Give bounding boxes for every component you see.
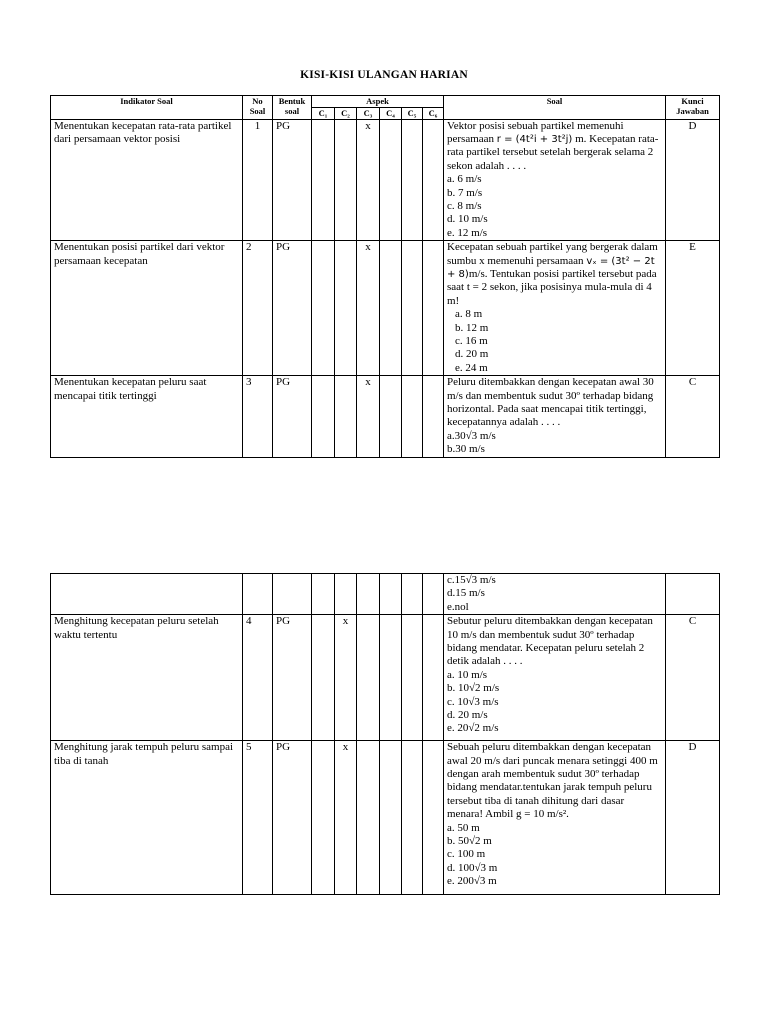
c3-cell: x [357, 119, 380, 241]
no-soal-cell: 5 [243, 741, 273, 895]
option-d: d. 100√3 m [447, 861, 498, 874]
indikator-cell: Menghitung jarak tempuh peluru sampai tiba di tanah [51, 741, 243, 895]
option-b: b. 50√2 m [447, 835, 492, 848]
table-row [51, 376, 720, 458]
indikator-cell: Menghitung kecepatan peluru setelah waktu tertentu [51, 615, 243, 741]
indikator-cell: Menentukan kecepatan peluru saat mencapai titik tertinggi [51, 376, 243, 458]
option-c: c. 10√3 m/s [447, 695, 499, 708]
option-e: e.nol [447, 600, 469, 613]
c5-cell [402, 574, 423, 615]
c3-cell [357, 615, 380, 741]
header-c6: C₆ [423, 107, 444, 119]
option-c: c. 100 m [447, 848, 486, 861]
header-c3: C₃ [357, 107, 380, 119]
c1-cell [312, 574, 335, 615]
soal-cell [444, 119, 666, 241]
header-indikator: Indikator Soal [51, 96, 243, 120]
c4-cell [380, 376, 402, 458]
bentuk-cell [273, 574, 312, 615]
option-b: b. 12 m [455, 321, 489, 334]
option-c: c. 8 m/s [447, 199, 482, 212]
kunci-cell [666, 574, 720, 615]
option-e: e. 200√3 m [447, 875, 497, 888]
c1-cell [312, 241, 335, 376]
kunci-cell: D [666, 119, 720, 241]
c3-cell: x [357, 241, 380, 376]
c5-cell [402, 241, 423, 376]
c2-cell [335, 119, 357, 241]
c1-cell [312, 376, 335, 458]
table-row [51, 574, 720, 615]
c4-cell [380, 615, 402, 741]
option-d: d. 20 m/s [447, 709, 488, 722]
c2-cell: x [335, 615, 357, 741]
c1-cell [312, 119, 335, 241]
bentuk-cell: PG [273, 376, 312, 458]
option-b: b. 10√2 m/s [447, 682, 500, 695]
c6-cell [423, 615, 444, 741]
header-aspek: Aspek [312, 96, 444, 108]
soal-text: Peluru ditembakkan dengan kecepatan awal 30 m/s dan membentuk sudut 30º terhadap bidang horizontal. Pada saat mencapai titik tertinggi, kecepatannya adalah . . . . [447, 376, 654, 429]
no-soal-cell: 4 [243, 615, 273, 741]
kunci-cell: C [666, 376, 720, 458]
soal-text: Kecepatan sebuah partikel yang bergerak dalam sumbu x memenuhi persamaan [447, 241, 658, 267]
option-a: a. 8 m [455, 308, 483, 321]
c1-cell [312, 741, 335, 895]
header-c5: C₅ [402, 107, 423, 119]
c2-cell [335, 376, 357, 458]
soal-equation: r = (4t²i + 3t²j) [496, 133, 573, 145]
header-no-soal: No Soal [243, 96, 273, 120]
kunci-cell: E [666, 241, 720, 376]
soal-cell [444, 615, 666, 741]
c5-cell [402, 741, 423, 895]
c4-cell [380, 241, 402, 376]
no-soal-cell: 1 [243, 119, 273, 241]
c2-cell [335, 241, 357, 376]
indikator-cell: Menentukan kecepatan rata-rata partikel dari persamaan vektor posisi [51, 119, 243, 241]
soal-text: m. Kecepatan rata-rata partikel tersebut setelah bergerak selama 2 sekon adalah . . . . [447, 132, 659, 172]
option-d: d. 20 m [455, 348, 489, 361]
table-row [51, 615, 720, 741]
indikator-cell: Menentukan posisi partikel dari vektor persamaan kecepatan [51, 241, 243, 376]
c5-cell [402, 376, 423, 458]
no-soal-cell: 3 [243, 376, 273, 458]
c2-cell: x [335, 741, 357, 895]
c4-cell [380, 574, 402, 615]
soal-cell [444, 574, 666, 615]
option-e: e. 12 m/s [447, 226, 488, 239]
table-row [51, 119, 720, 241]
c6-cell [423, 574, 444, 615]
bentuk-cell: PG [273, 615, 312, 741]
header-bentuk-soal: Bentuk soal [273, 96, 312, 120]
header-c4: C₄ [380, 107, 402, 119]
header-c2: C₂ [335, 107, 357, 119]
c6-cell [423, 119, 444, 241]
soal-text: Sebutur peluru ditembakkan dengan kecepatan 10 m/s dan membentuk sudut 30º terhadap bidang mendatar. Kecepatan peluru setelah 2 detik adalah . . . . [447, 615, 653, 668]
c6-cell [423, 376, 444, 458]
option-d: d.15 m/s [447, 587, 485, 600]
c3-cell [357, 574, 380, 615]
c1-cell [312, 615, 335, 741]
option-a: a.30√3 m/s [447, 429, 496, 442]
header-kunci: Kunci Jawaban [666, 96, 720, 120]
table-row [51, 741, 720, 895]
kunci-cell: C [666, 615, 720, 741]
c4-cell [380, 741, 402, 895]
soal-text: Vektor posisi sebuah partikel memenuhi persamaan [447, 119, 624, 145]
no-soal-cell: 2 [243, 241, 273, 376]
header-soal: Soal [444, 96, 666, 120]
bentuk-cell: PG [273, 241, 312, 376]
c3-cell [357, 741, 380, 895]
c4-cell [380, 119, 402, 241]
bentuk-cell: PG [273, 119, 312, 241]
option-c: c. 16 m [455, 335, 488, 347]
soal-equation: vₓ = (3t² − 2t + 8) [447, 255, 655, 280]
soal-text: m/s. Tentukan posisi partikel tersebut pada saat t = 2 sekon, jika posisinya mula-mula di 4 m! [447, 267, 657, 307]
c5-cell [402, 119, 423, 241]
option-c: c.15√3 m/s [447, 574, 496, 586]
c6-cell [423, 741, 444, 895]
c2-cell [335, 574, 357, 615]
no-soal-cell [243, 574, 273, 615]
option-a: a. 10 m/s [447, 668, 488, 681]
page-title: KISI-KISI ULANGAN HARIAN [300, 69, 468, 81]
c6-cell [423, 241, 444, 376]
option-e: e. 20√2 m/s [447, 722, 499, 735]
kisi-table-1 [50, 95, 720, 458]
header-c1: C₁ [312, 107, 335, 119]
c5-cell [402, 615, 423, 741]
soal-text: Sebuah peluru ditembakkan dengan kecepatan awal 20 m/s dari puncak menara setinggi 400 m dengan arah membentuk sudut 30º terhadap bidang mendatar.tentukan jarak tempuh peluru tersebut tiba di tanah dihitung dari dasar menara! Ambil g = 10 m/s². [447, 741, 658, 821]
indikator-cell [51, 574, 243, 615]
option-e: e. 24 m [455, 361, 488, 374]
option-b: b.30 m/s [447, 443, 485, 456]
option-d: d. 10 m/s [447, 213, 488, 226]
c3-cell: x [357, 376, 380, 458]
soal-cell [444, 376, 666, 458]
option-a: a. 50 m [447, 821, 480, 834]
soal-cell [444, 741, 666, 895]
kunci-cell: D [666, 741, 720, 895]
soal-cell [444, 241, 666, 376]
option-b: b. 7 m/s [447, 186, 483, 199]
bentuk-cell: PG [273, 741, 312, 895]
option-a: a. 6 m/s [447, 173, 482, 186]
kisi-table-2 [50, 573, 720, 895]
table-row [51, 241, 720, 376]
